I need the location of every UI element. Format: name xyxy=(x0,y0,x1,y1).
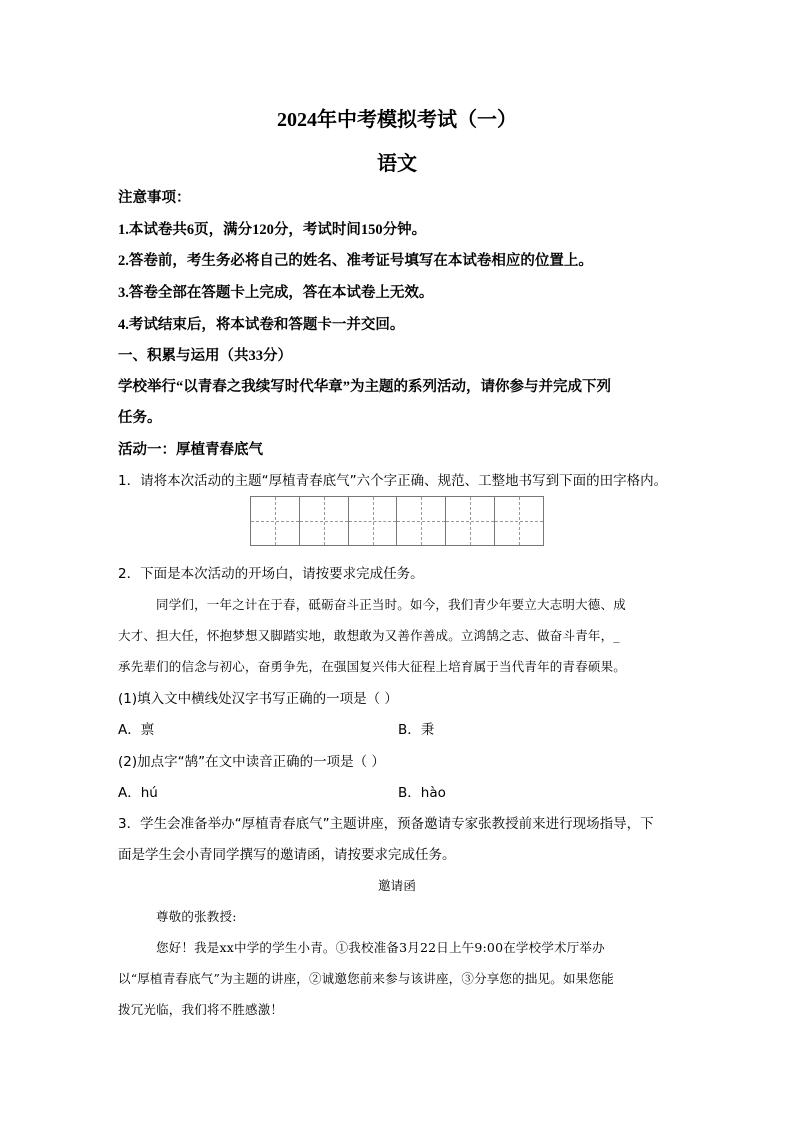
letter-title: 邀请函 xyxy=(377,878,417,893)
option-b[interactable]: B．秉 xyxy=(398,722,435,738)
option-a[interactable]: A．hú xyxy=(118,785,158,801)
note-item: 4.考试结束后，将本试卷和答题卡一并交回。 xyxy=(118,317,405,333)
question-1: 1．请将本次活动的主题“厚植青春底气”六个字正确、规范、工整地书写到下面的田字格内。 xyxy=(118,473,668,489)
note-item: 2.答卷前，考生务必将自己的姓名、准考证号填写在本试卷相应的位置上。 xyxy=(118,253,593,269)
question-2-sub2: (2)加点字“鹄”在文中读音正确的一项是（ ） xyxy=(118,754,385,770)
note-item: 1.本试卷共6页，满分120分，考试时间150分钟。 xyxy=(118,222,427,238)
question-2: 2．下面是本次活动的开场白，请按要求完成任务。 xyxy=(118,566,424,582)
grid-cell[interactable] xyxy=(349,497,398,545)
exam-title: 2024年中考模拟考试（一） xyxy=(277,109,517,131)
grid-cell[interactable] xyxy=(446,497,495,545)
passage-line: 大才、担大任，怀抱梦想又脚踏实地，敢想敢为又善作善成。立鸿鹄之志、做奋斗青年，_ xyxy=(118,628,620,643)
question-2-sub1: (1)填入文中横线处汉字书写正确的一项是（ ） xyxy=(118,691,398,707)
letter-body-line: 您好！我是xx中学的学生小青。①我校准备3月22日上午9:00在学校学术厅举办 xyxy=(156,940,605,955)
letter-salutation: 尊敬的张教授: xyxy=(156,909,237,924)
section-intro: 学校举行“以青春之我续写时代华章”为主题的系列活动，请你参与并完成下列 xyxy=(118,379,611,395)
option-b[interactable]: B．hào xyxy=(398,785,446,801)
grid-cell[interactable] xyxy=(300,497,349,545)
grid-cell[interactable] xyxy=(495,497,543,545)
question-3: 3．学生会准备举办“厚植青春底气”主题讲座，预备邀请专家张教授前来进行现场指导，下 xyxy=(118,816,654,832)
passage-line: 承先辈们的信念与初心，奋勇争先，在强国复兴伟大征程上培育属于当代青年的青春硕果。 xyxy=(118,659,627,674)
activity-heading: 活动一：厚植青春底气 xyxy=(118,442,263,458)
passage-line: 同学们，一年之计在于春，砥砺奋斗正当时。如今，我们青少年要立大志明大德、成 xyxy=(156,597,626,612)
option-a[interactable]: A．禀 xyxy=(118,722,155,738)
grid-cell[interactable] xyxy=(397,497,446,545)
notes-heading: 注意事项： xyxy=(118,190,191,206)
question-3-cont: 面是学生会小青同学撰写的邀请函，请按要求完成任务。 xyxy=(118,847,456,863)
subject-title: 语文 xyxy=(377,153,417,175)
grid-cell[interactable] xyxy=(251,497,300,545)
letter-body-line: 拨冗光临，我们将不胜感激！ xyxy=(118,1002,284,1017)
letter-body-line: 以“厚植青春底气”为主题的讲座，②诚邀您前来参与该讲座，③分享您的拙见。如果您能 xyxy=(118,971,614,986)
section-intro-cont: 任务。 xyxy=(118,410,162,426)
tianzige-grid[interactable] xyxy=(250,496,544,546)
note-item: 3.答卷全部在答题卡上完成，答在本试卷上无效。 xyxy=(118,285,434,301)
section-heading: 一、积累与运用（共33分） xyxy=(118,348,292,364)
